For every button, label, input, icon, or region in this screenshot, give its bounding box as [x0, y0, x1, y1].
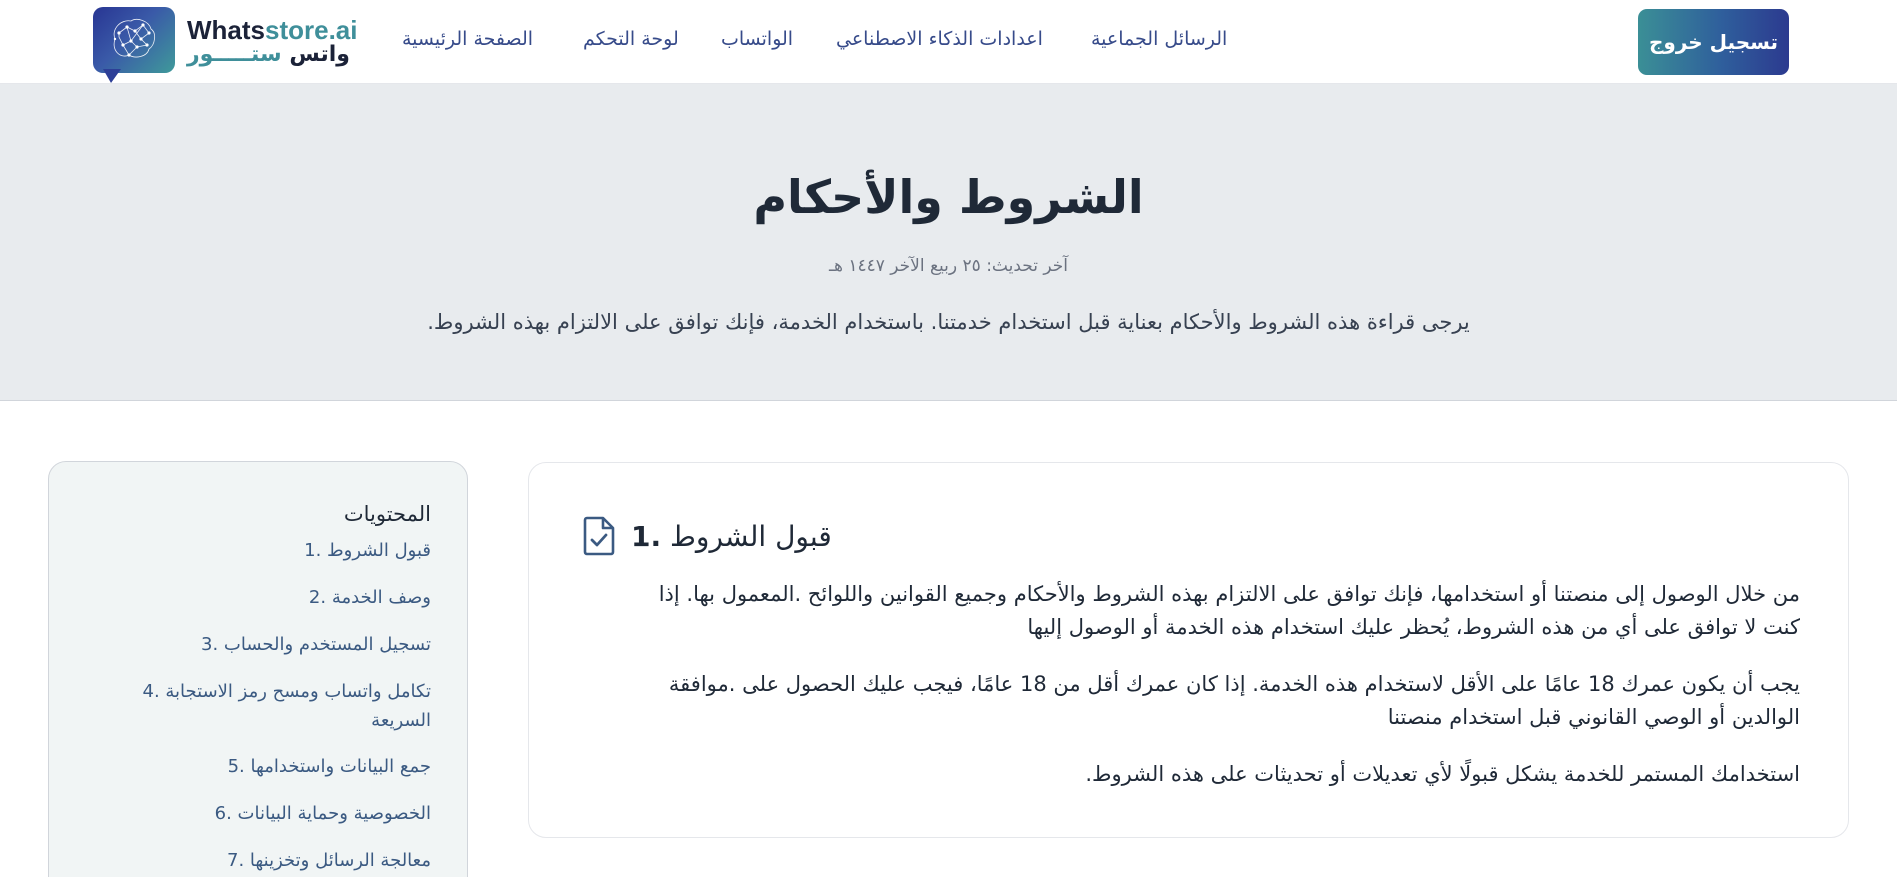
page-title: الشروط والأحكام	[753, 170, 1144, 224]
toc-item-service-description[interactable]: وصف الخدمة .2	[308, 587, 431, 608]
brand-name-en-suffix: store.ai	[265, 15, 358, 45]
section-number: 1.	[631, 519, 662, 553]
nav-link-whatsapp[interactable]: الواتساب	[721, 28, 794, 50]
top-navbar	[0, 0, 1897, 84]
nav-link-dashboard[interactable]: لوحة التحكم	[583, 28, 679, 50]
file-check-icon	[581, 516, 617, 556]
toc-title: المحتويات	[343, 502, 431, 526]
section-paragraph: يجب أن يكون عمرك 18 عامًا على الأقل لاستخدام هذه الخدمة. إذا كان عمرك أقل من 18 عامًا، فيجب عليك الحصول على .موافقة الوالدين أو الوصي القانوني قبل استخدام منصتنا	[668, 672, 1800, 729]
section-paragraph: من خلال الوصول إلى منصتنا أو استخدامها، فإنك توافق على الالتزام بهذه الشروط والأحكام وجميع القوانين واللوائح .المعمول بها. إذا كنت لا توافق على أي من هذه الشروط، يُحظر عليك استخدام هذه الخدمة أو الوصول إليها	[658, 582, 1800, 639]
last-updated-text: آخر تحديث: ٢٥ ربيع الآخر ١٤٤٧ هـ	[829, 256, 1068, 276]
brand-name-ar-suffix: ستـــــور	[187, 42, 282, 67]
section-title-text: قبول الشروط	[670, 519, 832, 553]
nav-link-ai-settings[interactable]: اعدادات الذكاء الاصطناعي	[836, 28, 1043, 50]
nav-link-bulk-messages[interactable]: الرسائل الجماعية	[1091, 28, 1228, 50]
table-of-contents	[48, 461, 468, 877]
nav-link-home[interactable]: الصفحة الرئيسية	[402, 28, 534, 50]
brand-logo[interactable]	[93, 7, 358, 75]
section-title	[631, 520, 832, 553]
intro-text: .يرجى قراءة هذه الشروط والأحكام بعناية قبل استخدام خدمتنا. باستخدام الخدمة، فإنك توافق على الالتزام بهذه الشروط	[427, 310, 1470, 334]
section-paragraph: .استخدامك المستمر للخدمة يشكل قبولًا لأي تعديلات أو تحديثات على هذه الشروط	[1085, 762, 1800, 786]
toc-item-whatsapp-integration[interactable]: تكامل واتساب ومسح رمز الاستجابة .4 السريعة	[142, 681, 431, 731]
toc-item-message-processing[interactable]: معالجة الرسائل وتخزينها .7	[226, 850, 431, 871]
logout-button[interactable]: تسجيل خروج	[1638, 9, 1789, 75]
page-header	[0, 84, 1897, 401]
toc-item-registration[interactable]: تسجيل المستخدم والحساب .3	[201, 634, 431, 655]
brand-name-ar	[187, 42, 350, 67]
section-header	[581, 513, 832, 559]
brand-name-ar-prefix: واتس	[289, 42, 350, 67]
brain-network-icon	[93, 7, 175, 73]
toc-item-acceptance[interactable]: قبول الشروط .1	[304, 540, 431, 561]
section-card	[528, 462, 1849, 838]
brand-name-en-prefix: Whats	[187, 15, 265, 45]
toc-item-privacy[interactable]: الخصوصية وحماية البيانات .6	[214, 803, 431, 824]
toc-item-data-collection[interactable]: جمع البيانات واستخدامها .5	[227, 756, 431, 777]
